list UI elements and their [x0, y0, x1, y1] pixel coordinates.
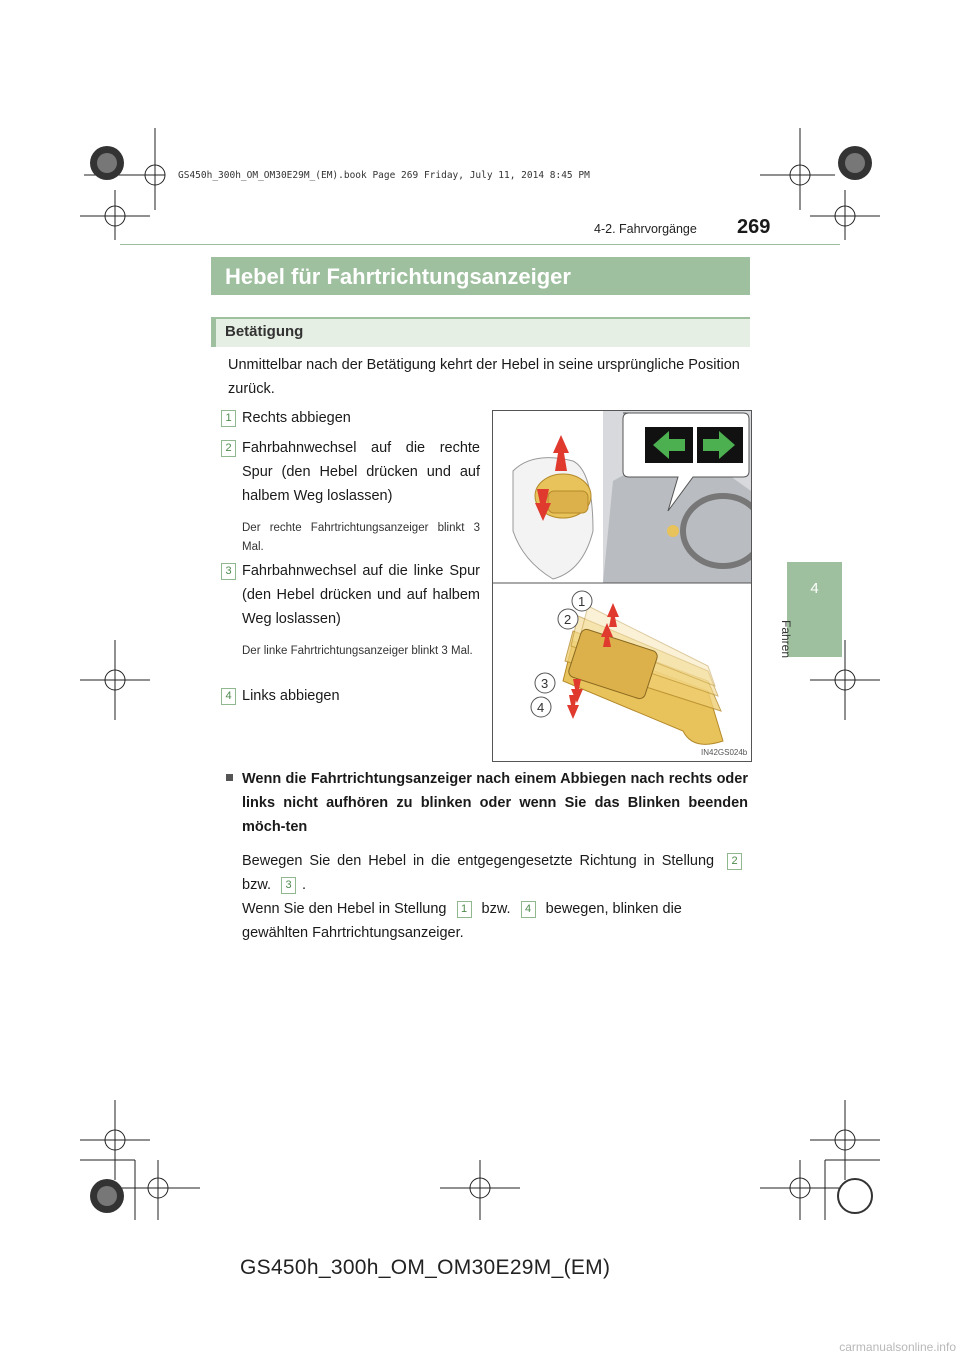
subsection-title: Betätigung	[225, 323, 304, 340]
list-item-note	[221, 634, 481, 684]
info-p2-text-a: Wenn Sie den Hebel in Stellung	[242, 901, 447, 917]
info-p1-text-b: bzw.	[242, 877, 272, 893]
step-text: Fahrbahnwechsel auf die rechte Spur (den Hebel drücken und auf halbem Weg loslassen)	[242, 440, 480, 504]
step-list	[221, 406, 481, 714]
position-ref-1: 1	[457, 901, 472, 918]
info-paragraph-2	[226, 897, 748, 945]
step-number: 1	[221, 410, 236, 427]
info-p1-text-a: Bewegen Sie den Hebel in die entgegengesetzte Richtung in Stellung	[242, 853, 715, 869]
figure-illustration	[493, 411, 751, 761]
turn-signal-figure	[492, 410, 752, 762]
step-number: 3	[221, 563, 236, 580]
step-note: Der linke Fahrtrichtungsanzeiger blinkt 3 Mal.	[242, 645, 473, 657]
step-text: Fahrbahnwechsel auf die linke Spur (den Hebel drücken und auf halbem Weg loslassen)	[242, 563, 480, 627]
figure-code: IN42GS024b	[701, 748, 748, 757]
info-heading: Wenn die Fahrtrichtungsanzeiger nach einem Abbiegen nach rechts oder links nicht aufhören zu blinken oder wenn Sie das Blinken beenden möch-ten	[242, 771, 748, 835]
subsection-accent	[211, 317, 216, 347]
book-info-line: GS450h_300h_OM_OM30E29M_(EM).book Page 269 Friday, July 11, 2014 8:45 PM	[178, 170, 590, 181]
list-item	[221, 684, 481, 714]
header-rule	[120, 244, 840, 245]
info-p2-text-c: bewegen, blinken die gewählten Fahrtrichtungsanzeiger.	[242, 901, 682, 941]
info-paragraph-1	[226, 849, 748, 897]
figure-label-3: 3	[541, 676, 549, 691]
info-p2-text-b: bzw.	[481, 901, 511, 917]
position-ref-2: 2	[727, 853, 742, 870]
list-item	[221, 436, 481, 511]
page-title-bar	[211, 257, 750, 295]
info-p1-text-c: .	[302, 877, 307, 893]
step-note: Der rechte Fahrtrichtungsanzeiger blinkt 3 Mal.	[242, 522, 480, 553]
square-bullet-icon	[226, 774, 233, 781]
chapter-tab[interactable]	[787, 562, 842, 657]
step-text: Rechts abbiegen	[242, 410, 351, 426]
step-number: 2	[221, 440, 236, 457]
page-number: 269	[737, 216, 771, 238]
document-footer: GS450h_300h_OM_OM30E29M_(EM)	[240, 1256, 611, 1279]
intro-text: Unmittelbar nach der Betätigung kehrt der Hebel in seine ursprüngliche Position zurück.	[228, 357, 740, 397]
list-item-note	[221, 511, 481, 559]
step-text: Links abbiegen	[242, 688, 340, 704]
watermark[interactable]: carmanualsonline.info	[839, 1340, 956, 1354]
chapter-number: 4	[810, 580, 819, 597]
info-block	[226, 767, 748, 945]
figure-label-4: 4	[537, 700, 545, 715]
position-ref-3: 3	[281, 877, 296, 894]
figure-label-2: 2	[564, 612, 572, 627]
step-number: 4	[221, 688, 236, 705]
list-item	[221, 559, 481, 634]
list-item	[221, 406, 481, 436]
figure-label-1: 1	[578, 594, 586, 609]
subsection-bar	[211, 317, 750, 347]
info-heading-row	[226, 767, 748, 839]
chapter-label: Fahren	[779, 620, 793, 659]
position-ref-4: 4	[521, 901, 536, 918]
page-title: Hebel für Fahrtrichtungsanzeiger	[225, 264, 571, 289]
section-reference: 4-2. Fahrvorgänge	[594, 222, 697, 236]
